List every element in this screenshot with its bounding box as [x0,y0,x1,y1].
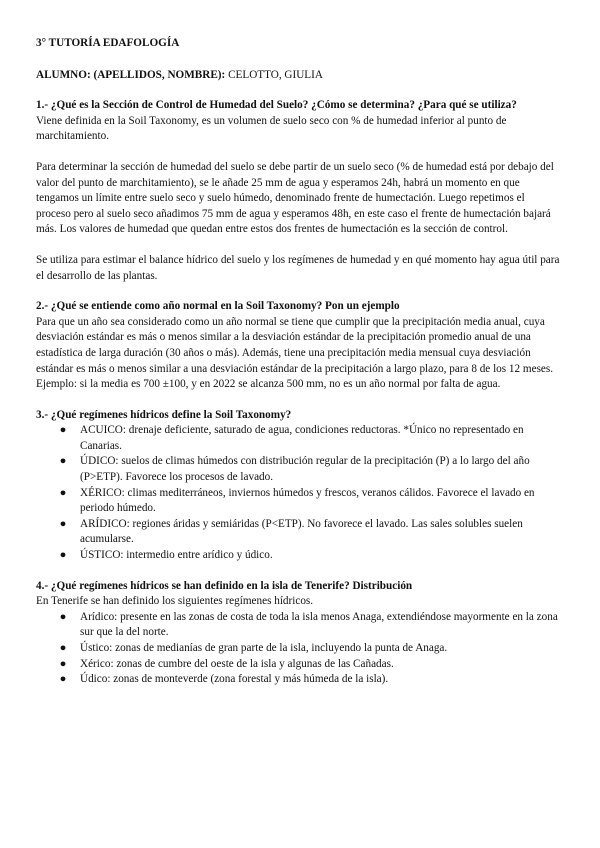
list-item: ● Ústico: zonas de medianías de gran parte de la isla, incluyendo la punta de Anaga. [72,641,560,657]
list-item: ● ACUICO: drenaje deficiente, saturado de agua, condiciones reductoras. *Único no representado en Canarias. [59,424,524,452]
regimes-list [36,423,560,563]
list-item: ● Xérico: zonas de cumbre del oeste de la isla y algunas de las Cañadas. [72,657,560,673]
answer-1-paragraph-3: Se utiliza para estimar el balance hídrico del suelo y los regímenes de humedad y en qué momento hay agua útil para el desarrollo de las plantas. [36,253,560,282]
bullet-icon: ● [59,642,67,654]
student-label: ALUMNO: (APELLIDOS, NOMBRE): [36,68,226,81]
answer-2-paragraph-1: Para que un año sea considerado como un año normal se tiene que cumplir que la precipitación media anual, cuya desviación estándar es más o menos similar a la desviación estándar de la precipitación promedio anual de una estadística de larga duración (30 años o más). Además, tiene una precipitación media mensual cuya desviación estándar es más o menos similar a una desviación estándar de la precipitación a largo plazo, para 8 de los 12 meses. [36,315,554,375]
student-line [36,68,560,84]
tenerife-regimes-list [36,610,560,688]
bullet-icon: ● [59,486,67,499]
section-1 [36,98,560,284]
bullet-icon: ● [59,657,67,670]
question-1: 1.- ¿Qué es la Sección de Control de Humedad del Suelo? ¿Cómo se determina? ¿Para qué se utiliza? [36,99,517,112]
bullet-icon: ● [59,549,67,562]
list-item: ● XÉRICO: climas mediterráneos, inviernos húmedos y frescos, veranos cálidos. Favorece el lavado en periodo húmedo. [59,486,535,515]
list-item: ● Arídico: presente en las zonas de costa de toda la isla menos Anaga, extendiéndose mayormente en la zona sur que la del norte. [59,610,558,639]
list-item: ● ÚDICO: suelos de climas húmedos con distribución regular de la precipitación (P) a lo largo del año (P>ETP). Favorece los procesos de lavado. [59,455,530,484]
bullet-icon: ● [59,424,67,437]
question-3: 3.- ¿Qué regímenes hídricos define la Soil Taxonomy? [36,408,292,421]
student-name: CELOTTO, GIULIA [228,68,323,81]
bullet-icon: ● [59,455,67,468]
question-2: 2.- ¿Qué se entiende como año normal en la Soil Taxonomy? Pon un ejemplo [36,300,400,313]
section-3 [36,408,560,564]
answer-2-example: Ejemplo: si la media es 700 ±100, y en 2022 se alcanza 500 mm, no es un año normal por falta de agua. [36,378,501,391]
answer-1-paragraph-1: Viene definida en la Soil Taxonomy, es un volumen de suelo seco con % de humedad inferior al punto de marchitamiento. [36,114,507,143]
bullet-icon: ● [59,610,67,623]
list-item: ● Údico: zonas de monteverde (zona forestal y más húmeda de la isla). [72,672,560,688]
section-2 [36,299,560,393]
list-item: ● ÚSTICO: intermedio entre arídico y údico. [72,548,560,564]
section-4 [36,579,560,688]
question-4: 4.- ¿Qué regímenes hídricos se han definido en la isla de Tenerife? Distribución [36,579,413,592]
bullet-icon: ● [59,673,67,686]
answer-4-intro: En Tenerife se han definido los siguientes regímenes hídricos. [36,595,314,608]
document-title: 3° TUTORÍA EDAFOLOGÍA [36,37,180,49]
answer-1-paragraph-2: Para determinar la sección de humedad del suelo se debe partir de un suelo seco (% de humedad está por debajo del valor del punto de marchitamiento), se le añade 25 mm de agua y esperamos 24h, habrá un momento en que tengamos un límite entre suelo seco y suelo húmedo, denominado frente de humectación. Luego repetimos el proceso pero al suelo seco añadimos 75 mm de agua y esperamos 48h, en este caso el frente de humectación bajará más. Los valores de humedad que quedan entre estos dos frentes de humectación es la sección de control. [36,160,554,236]
bullet-icon: ● [59,517,67,530]
list-item: ● ARÍDICO: regiones áridas y semiáridas (P<ETP). No favorece el lavado. Las sales solubles suelen acumularse. [59,517,523,546]
